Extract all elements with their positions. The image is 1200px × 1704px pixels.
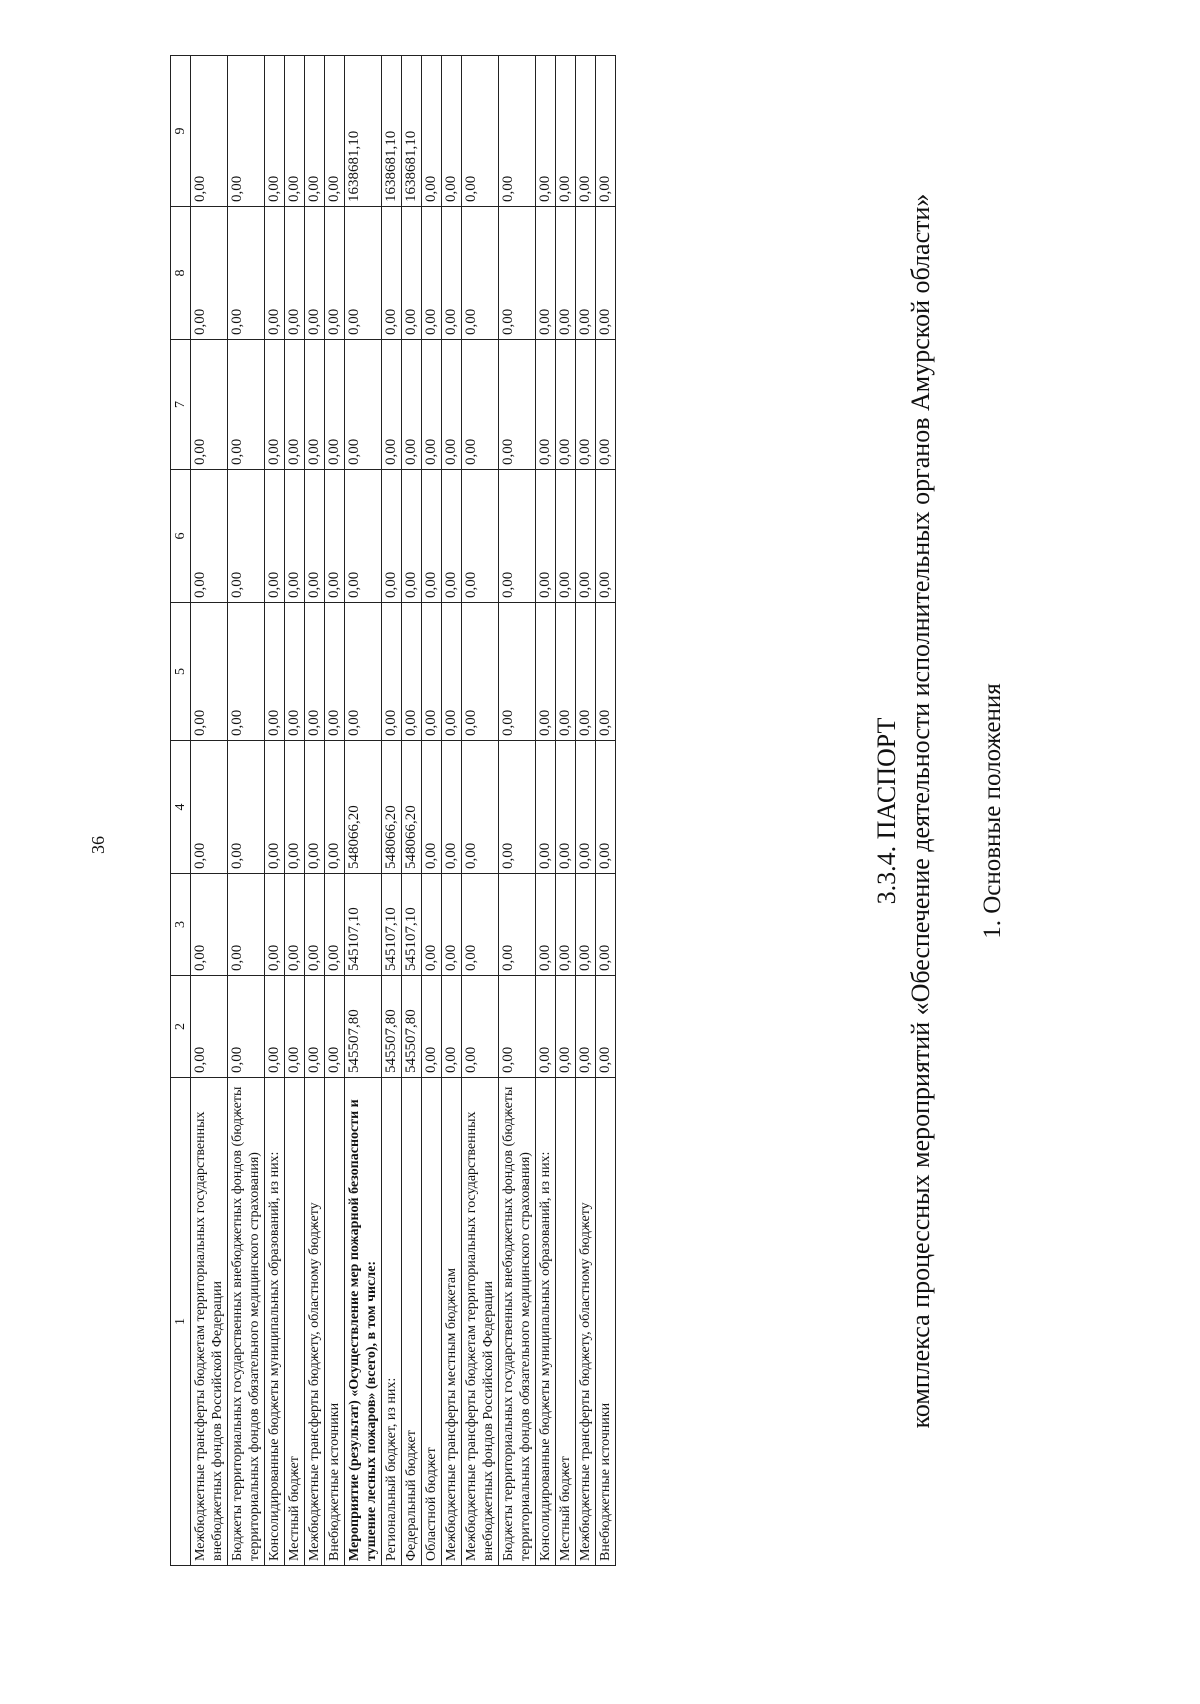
row-value: 0,00: [596, 874, 616, 976]
row-value: 0,00: [499, 207, 536, 340]
row-value: 0,00: [305, 56, 325, 207]
row-value: 0,00: [499, 470, 536, 603]
row-value: 548066,20: [345, 741, 382, 874]
row-value: 0,00: [325, 603, 345, 741]
row-value: 0,00: [556, 340, 576, 470]
row-value: 0,00: [596, 603, 616, 741]
table-row: [499, 56, 536, 1566]
row-value: 0,00: [422, 470, 442, 603]
row-value: 0,00: [596, 470, 616, 603]
row-value: 0,00: [422, 741, 442, 874]
row-value: 0,00: [285, 340, 305, 470]
row-value: 0,00: [265, 470, 285, 603]
table-row: [305, 56, 325, 1566]
table-row: [536, 56, 556, 1566]
row-value: 0,00: [285, 56, 305, 207]
row-value: 0,00: [265, 976, 285, 1078]
row-value: 0,00: [422, 603, 442, 741]
row-value: 0,00: [556, 976, 576, 1078]
row-value: 0,00: [325, 741, 345, 874]
row-value: 0,00: [305, 976, 325, 1078]
row-value: 0,00: [576, 976, 596, 1078]
row-value: 0,00: [382, 207, 402, 340]
passport-title: 3.3.4. ПАСПОРТ: [872, 717, 901, 905]
row-label: Межбюджетные трансферты местным бюджетам: [442, 1078, 462, 1566]
row-value: 0,00: [402, 470, 422, 603]
table-row: [576, 56, 596, 1566]
row-label: Мероприятие (результат) «Осуществление мер пожарной безопасности и тушение лесных пожаров» (всего), в том числе:: [345, 1078, 382, 1566]
row-value: 0,00: [536, 340, 556, 470]
table-row: [596, 56, 616, 1566]
row-label: Консолидированные бюджеты муниципальных образований, из них:: [536, 1078, 556, 1566]
table-row: [442, 56, 462, 1566]
column-header-4: 4: [171, 741, 191, 874]
row-value: 0,00: [305, 207, 325, 340]
row-value: 0,00: [305, 340, 325, 470]
row-value: 0,00: [462, 340, 499, 470]
row-value: 0,00: [228, 741, 265, 874]
row-label: Межбюджетные трансферты бюджету, областному бюджету: [576, 1078, 596, 1566]
table-row: [402, 56, 422, 1566]
column-header-1: 1: [171, 1078, 191, 1566]
row-value: 0,00: [536, 470, 556, 603]
row-label: Внебюджетные источники: [325, 1078, 345, 1566]
row-value: 545107,10: [382, 874, 402, 976]
row-value: 0,00: [556, 56, 576, 207]
passport-heading: [870, 56, 1010, 1566]
row-value: 0,00: [191, 207, 228, 340]
row-value: 0,00: [536, 207, 556, 340]
row-value: 0,00: [285, 603, 305, 741]
row-value: 0,00: [285, 874, 305, 976]
row-value: 0,00: [576, 207, 596, 340]
table-row: [191, 56, 228, 1566]
row-value: 0,00: [499, 874, 536, 976]
row-value: 0,00: [265, 741, 285, 874]
row-value: 0,00: [402, 603, 422, 741]
row-value: 0,00: [462, 874, 499, 976]
row-value: 0,00: [499, 56, 536, 207]
row-value: 0,00: [265, 56, 285, 207]
row-value: 0,00: [191, 603, 228, 741]
row-value: 0,00: [265, 340, 285, 470]
row-value: 0,00: [442, 207, 462, 340]
row-value: 0,00: [305, 874, 325, 976]
row-value: 0,00: [596, 207, 616, 340]
row-value: 0,00: [462, 470, 499, 603]
row-value: 0,00: [462, 741, 499, 874]
row-value: 0,00: [228, 340, 265, 470]
row-value: 0,00: [422, 340, 442, 470]
column-header-3: 3: [171, 874, 191, 976]
row-value: 0,00: [596, 340, 616, 470]
row-value: 0,00: [402, 207, 422, 340]
row-value: 0,00: [285, 207, 305, 340]
row-value: 0,00: [556, 874, 576, 976]
row-value: 0,00: [228, 207, 265, 340]
row-value: 0,00: [556, 741, 576, 874]
table-row: [325, 56, 345, 1566]
row-value: 0,00: [265, 874, 285, 976]
row-value: 0,00: [536, 741, 556, 874]
column-header-9: 9: [171, 56, 191, 207]
column-header-6: 6: [171, 470, 191, 603]
row-label: Федеральный бюджет: [402, 1078, 422, 1566]
row-value: 545507,80: [402, 976, 422, 1078]
row-value: 0,00: [191, 340, 228, 470]
row-value: 0,00: [265, 603, 285, 741]
row-value: 0,00: [228, 976, 265, 1078]
row-label: Местный бюджет: [285, 1078, 305, 1566]
row-label: Межбюджетные трансферты бюджету, областному бюджету: [305, 1078, 325, 1566]
row-value: 545507,80: [382, 976, 402, 1078]
table-body: [191, 56, 616, 1566]
row-value: 0,00: [499, 741, 536, 874]
column-header-8: 8: [171, 207, 191, 340]
row-value: 0,00: [442, 741, 462, 874]
table-row: [285, 56, 305, 1566]
row-value: 0,00: [285, 976, 305, 1078]
table-row: [462, 56, 499, 1566]
row-value: 0,00: [536, 874, 556, 976]
row-value: 0,00: [305, 470, 325, 603]
row-value: 0,00: [325, 470, 345, 603]
row-value: 545107,10: [345, 874, 382, 976]
row-value: 0,00: [191, 976, 228, 1078]
row-value: 545507,80: [345, 976, 382, 1078]
financing-table: [170, 55, 616, 1566]
page-number: 36: [88, 836, 108, 854]
row-value: 0,00: [285, 470, 305, 603]
row-value: 0,00: [596, 56, 616, 207]
row-value: 0,00: [442, 603, 462, 741]
row-value: 0,00: [305, 603, 325, 741]
row-value: 0,00: [191, 741, 228, 874]
row-value: 0,00: [576, 340, 596, 470]
row-value: 548066,20: [402, 741, 422, 874]
row-value: 0,00: [499, 976, 536, 1078]
rotated-page-content: [170, 56, 1070, 1566]
row-value: 0,00: [345, 340, 382, 470]
row-value: 0,00: [462, 56, 499, 207]
row-label: Межбюджетные трансферты бюджетам территориальных государственных внебюджетных фондов Российской Федерации: [191, 1078, 228, 1566]
table-row: [382, 56, 402, 1566]
row-value: 0,00: [442, 874, 462, 976]
passport-subtitle: комплекса процессных мероприятий «Обеспечение деятельности исполнительных органов Амурской области»: [906, 193, 935, 1429]
row-value: 0,00: [576, 741, 596, 874]
table-row: [422, 56, 442, 1566]
row-value: 0,00: [325, 874, 345, 976]
row-value: 0,00: [228, 56, 265, 207]
row-value: 0,00: [191, 56, 228, 207]
row-value: 0,00: [536, 603, 556, 741]
row-value: 0,00: [462, 976, 499, 1078]
row-value: 0,00: [228, 603, 265, 741]
row-value: 0,00: [325, 340, 345, 470]
row-value: 0,00: [285, 741, 305, 874]
row-value: 1638681,10: [345, 56, 382, 207]
row-value: 0,00: [422, 56, 442, 207]
row-value: 0,00: [442, 56, 462, 207]
column-header-7: 7: [171, 340, 191, 470]
row-value: 0,00: [191, 470, 228, 603]
table-row: [265, 56, 285, 1566]
table-row: [556, 56, 576, 1566]
section-title: 1. Основные положения: [979, 683, 1006, 939]
row-label: Местный бюджет: [556, 1078, 576, 1566]
table-row: [345, 56, 382, 1566]
row-label: Бюджеты территориальных государственных внебюджетных фондов (бюджеты территориальных фондов обязательного медицинского страхования): [499, 1078, 536, 1566]
row-value: 0,00: [382, 603, 402, 741]
row-value: 0,00: [499, 340, 536, 470]
row-value: 0,00: [325, 976, 345, 1078]
row-value: 0,00: [305, 741, 325, 874]
row-value: 0,00: [536, 976, 556, 1078]
row-value: 0,00: [576, 470, 596, 603]
table-header-row: [171, 56, 191, 1566]
row-value: 0,00: [499, 603, 536, 741]
row-value: 0,00: [422, 874, 442, 976]
row-value: 0,00: [345, 207, 382, 340]
row-value: 0,00: [228, 874, 265, 976]
row-label: Внебюджетные источники: [596, 1078, 616, 1566]
row-value: 0,00: [556, 603, 576, 741]
row-value: 0,00: [576, 874, 596, 976]
row-value: 1638681,10: [382, 56, 402, 207]
row-value: 0,00: [556, 207, 576, 340]
row-value: 0,00: [536, 56, 556, 207]
row-label: Областной бюджет: [422, 1078, 442, 1566]
row-value: 548066,20: [382, 741, 402, 874]
row-value: 0,00: [422, 207, 442, 340]
row-value: 0,00: [345, 603, 382, 741]
row-value: 0,00: [382, 340, 402, 470]
row-value: 0,00: [402, 340, 422, 470]
row-value: 0,00: [442, 976, 462, 1078]
row-label: Бюджеты территориальных государственных внебюджетных фондов (бюджеты территориальных фондов обязательного медицинского страхования): [228, 1078, 265, 1566]
row-value: 0,00: [422, 976, 442, 1078]
row-value: 0,00: [325, 207, 345, 340]
row-value: 0,00: [462, 207, 499, 340]
column-header-2: 2: [171, 976, 191, 1078]
row-value: 0,00: [382, 470, 402, 603]
row-value: 0,00: [191, 874, 228, 976]
row-value: 0,00: [228, 470, 265, 603]
row-value: 0,00: [576, 56, 596, 207]
row-value: 0,00: [556, 470, 576, 603]
row-value: 0,00: [462, 603, 499, 741]
row-value: 0,00: [265, 207, 285, 340]
row-label: Региональный бюджет, из них:: [382, 1078, 402, 1566]
row-value: 1638681,10: [402, 56, 422, 207]
row-value: 0,00: [325, 56, 345, 207]
row-value: 0,00: [596, 741, 616, 874]
column-header-5: 5: [171, 603, 191, 741]
row-value: 0,00: [442, 470, 462, 603]
row-value: 0,00: [596, 976, 616, 1078]
row-value: 0,00: [442, 340, 462, 470]
row-value: 0,00: [345, 470, 382, 603]
row-label: Консолидированные бюджеты муниципальных образований, из них:: [265, 1078, 285, 1566]
row-value: 0,00: [576, 603, 596, 741]
table-row: [228, 56, 265, 1566]
row-value: 545107,10: [402, 874, 422, 976]
row-label: Межбюджетные трансферты бюджетам территориальных государственных внебюджетных фондов Российской Федерации: [462, 1078, 499, 1566]
